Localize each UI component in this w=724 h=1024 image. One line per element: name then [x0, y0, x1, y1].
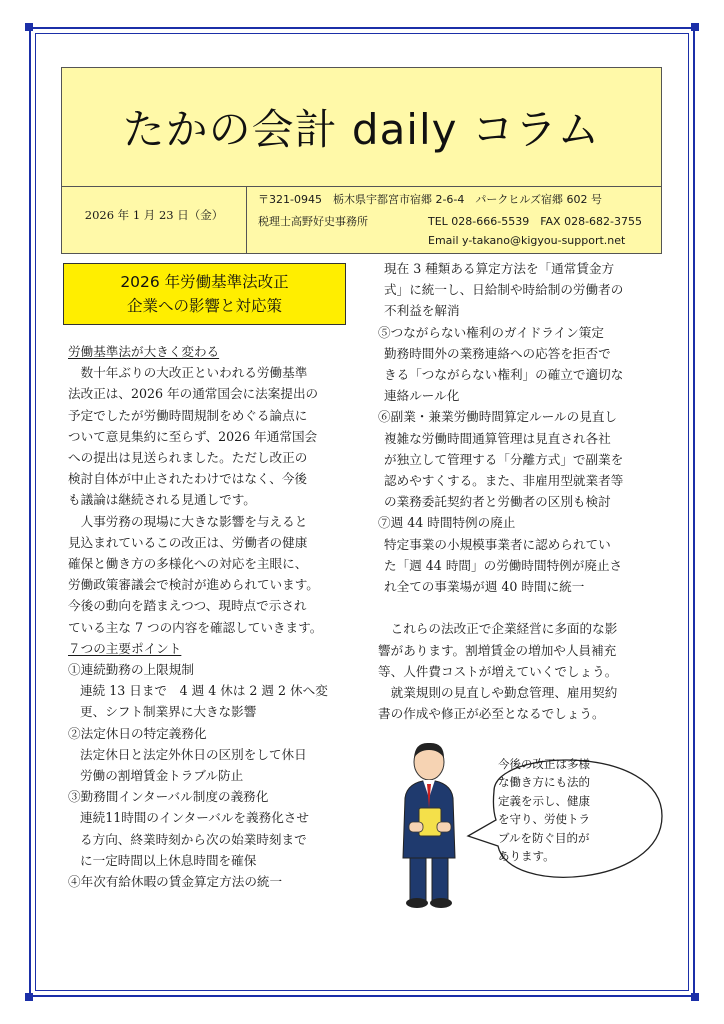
text-line: ④年次有給休暇の賃金算定方法の統一 — [68, 874, 283, 890]
text-line: 労働政策審議会で検討が進められています。 — [68, 577, 319, 593]
bubble-line: を守り、労使トラ — [498, 812, 590, 827]
text-line: きる「つながらない権利」の確立で適切な — [384, 367, 624, 383]
article-title-box — [63, 263, 346, 325]
bubble-line: あります。 — [498, 849, 555, 864]
issue-date: 2026 年 1 月 23 日（金） — [84, 208, 224, 222]
header-vertical-divider — [246, 186, 247, 253]
text-line: 認めやすくする。また、非雇用型就業者等 — [384, 473, 624, 489]
bubble-line: ブルを防ぐ目的が — [498, 830, 590, 845]
text-line: 確保と働き方の多様化への対応を主眼に、 — [68, 556, 308, 572]
tel-fax: TEL 028-666-5539 FAX 028-682-3755 — [428, 215, 643, 228]
text-line: これらの法改正で企業経営に多面的な影 — [378, 621, 618, 637]
text-line: ⑦週 44 時間特例の廃止 — [378, 515, 516, 531]
text-line: 等、人件費コストが増えていくでしょう。 — [378, 663, 618, 679]
text-line: れ全ての事業場が週 40 時間に統一 — [384, 579, 585, 595]
text-line: が独立して管理する「分離方式」で副業を — [384, 451, 624, 467]
text-line: ②法定休日の特定義務化 — [68, 725, 207, 741]
text-line: 特定事業の小規模事業者に認められてい — [384, 536, 611, 552]
text-line: 労働の割増賃金トラブル防止 — [80, 768, 244, 784]
email-address: Email y-takano@kigyou-support.net — [428, 234, 626, 247]
text-line: ⑥副業・兼業労働時間算定ルールの見直し — [378, 409, 618, 425]
text-line: への提出は見送られました。ただし改正の — [68, 450, 308, 466]
text-line: 複雑な労働時間通算管理は見直され各社 — [384, 430, 611, 446]
text-line — [378, 597, 623, 618]
text-line: 書の作成や修正が必至となるでしょう。 — [378, 706, 605, 722]
text-line: た「週 44 時間」の労働時間特例が廃止さ — [384, 557, 623, 573]
office-name: 税理士高野好史事務所 — [258, 215, 368, 228]
text-line: も議論は継続される見通しです。 — [68, 492, 256, 508]
text-line: 予定でしたが労働時間規制をめぐる論点に — [68, 407, 308, 423]
text-line: 今後の動向を踏まえつつ、現時点で示され — [68, 598, 307, 614]
bubble-line: 今後の改正は多様 — [498, 757, 590, 771]
text-line: ついて意見集約に至らず、2026 年通常国会 — [68, 428, 318, 444]
text-line: ⑤つながらない権利のガイドライン策定 — [378, 324, 604, 340]
text-line: 連絡ルール化 — [384, 388, 460, 404]
bubble-line: 定義を示し、健康 — [498, 793, 590, 808]
text-line: 更、シフト制業界に大きな影響 — [80, 704, 257, 720]
newsletter-header — [61, 67, 662, 254]
text-line: 連続11時間のインターバルを義務化させ — [80, 810, 309, 826]
border-corner — [691, 23, 699, 31]
text-line: に一定時間以上休息時間を確保 — [80, 852, 257, 868]
text-line: ①連続勤務の上限規制 — [68, 662, 194, 678]
text-line: ③勤務間インターバル制度の義務化 — [68, 789, 269, 805]
text-line: 連続 13 日まで 4 週 4 休は 2 週 2 休へ変 — [80, 683, 328, 699]
text-line: 不利益を解消 — [384, 303, 460, 319]
text-line: 人事労務の現場に大きな影響を与えると — [68, 513, 308, 529]
text-line: 法定休日と法定外休日の区別をして休日 — [80, 746, 307, 762]
right-column — [378, 258, 623, 724]
text-line: 数十年ぶりの大改正といわれる労働基準 — [68, 365, 308, 381]
text-line: 就業規則の見直しや勤怠管理、雇用契約 — [378, 685, 618, 701]
article-title-line2: 企業への影響と対応策 — [126, 297, 282, 315]
text-line: ている主な 7 つの内容を確認していきます。 — [68, 619, 323, 635]
text-line: 法改正は、2026 年の通常国会に法案提出の — [68, 386, 319, 402]
text-line: 式」に統一し、日給制や時給制の労働者の — [384, 282, 624, 298]
bubble-line: な働き方にも法的 — [498, 775, 590, 790]
text-line: 検討自体が中止されたわけではなく、今後 — [68, 471, 308, 487]
header-divider — [62, 186, 661, 187]
article-title-line1: 2026 年労働基準法改正 — [120, 273, 289, 291]
office-address: 〒321-0945 栃木県宇都宮市宿郷 2-6-4 パークヒルズ宿郷 602 号 — [258, 193, 603, 206]
text-line: 労働基準法が大きく変わる — [68, 344, 220, 359]
text-line: 響があります。割増賃金の増加や人員補充 — [378, 642, 617, 658]
text-line: る方向、終業時刻から次の始業時刻まで — [80, 831, 307, 847]
newsletter-title: たかの会計 daily コラム — [122, 105, 601, 154]
text-line: の業務委託契約者と労働者の区別も検討 — [384, 494, 611, 510]
text-line: ７つの主要ポイント — [68, 640, 182, 656]
speech-bubble-text — [498, 755, 638, 865]
border-corner — [25, 23, 33, 31]
text-line: 現在 3 種類ある算定方法を「通常賃金方 — [384, 261, 615, 276]
text-line: 勤務時間外の業務連絡への応答を拒否で — [384, 345, 611, 361]
text-line: 見込まれているこの改正は、労働者の健康 — [68, 534, 308, 550]
left-column — [68, 341, 328, 892]
border-corner — [691, 993, 699, 1001]
border-corner — [25, 993, 33, 1001]
